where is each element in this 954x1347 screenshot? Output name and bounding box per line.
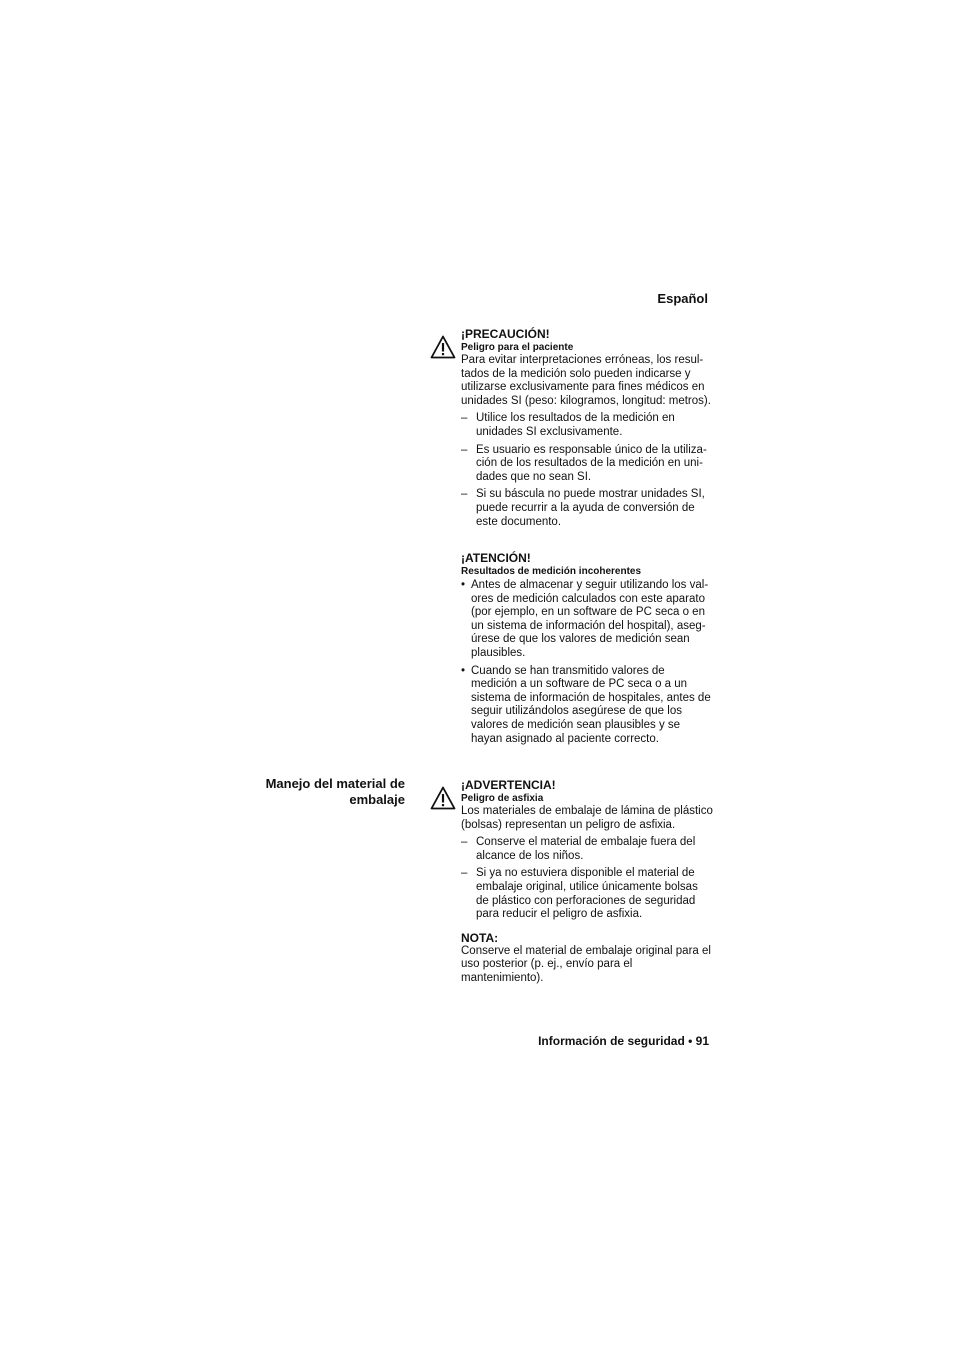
warning-body: Los materiales de embalaje de lámina de plástico (bolsas) representan un peligro de asfixia. bbox=[461, 805, 713, 831]
attention-title: ¡ATENCIÓN! bbox=[461, 551, 531, 565]
warning-triangle-icon bbox=[430, 786, 456, 810]
packaging-list bbox=[461, 836, 713, 922]
caution-subtitle: Peligro para el paciente bbox=[461, 342, 574, 353]
list-item: – Si su báscula no puede mostrar unidades SI, puede recurrir a la ayuda de conversión de este documento. bbox=[461, 488, 713, 529]
caution-list bbox=[461, 412, 713, 529]
list-item: – Conserve el material de embalaje fuera del alcance de los niños. bbox=[461, 836, 713, 863]
list-item: – Utilice los resultados de la medición en unidades SI exclusivamente. bbox=[461, 412, 713, 439]
list-item: – Es usuario es responsable único de la utiliza-ción de los resultados de la medición en uni-dades que no sean SI. bbox=[461, 444, 713, 485]
list-item: – Si ya no estuviera disponible el material de embalaje original, utilice únicamente bolsas de plástico con perforaciones de seguridad para reducir el peligro de asfixia. bbox=[461, 867, 713, 921]
section-heading: Manejo del material de embalaje bbox=[265, 776, 405, 807]
attention-list bbox=[461, 579, 713, 746]
list-item: • Antes de almacenar y seguir utilizando los val-ores de medición calculados con este aparato (por ejemplo, en un software de PC seca o en un sistema de información del hospital), aseg-úrese de que los valores de medición sean plausibles. bbox=[461, 579, 713, 661]
list-item: • Cuando se han transmitido valores de medición a un software de PC seca o a un sistema de información de hospitales, antes de seguir utilizándolos asegúrese de que los valores de medición sean plausibles y se hayan asignado al paciente correcto. bbox=[461, 665, 713, 747]
warning-subtitle: Peligro de asfixia bbox=[461, 793, 544, 804]
page-footer: Información de seguridad • 91 bbox=[538, 1034, 709, 1048]
language-label: Español bbox=[657, 291, 708, 306]
warning-triangle-icon bbox=[430, 335, 456, 359]
packaging-warning-block bbox=[461, 778, 713, 986]
note-title: NOTA: bbox=[461, 930, 499, 945]
caution-body: Para evitar interpretaciones erróneas, los resul-tados de la medición solo pueden indicarse y utilizarse exclusivamente para fines médicos en unidades SI (peso: kilogramos, longitud: metros). bbox=[461, 354, 711, 407]
note-body: Conserve el material de embalaje original para el uso posterior (p. ej., envío para el mantenimiento). bbox=[461, 944, 711, 984]
caution-title: ¡PRECAUCIÓN! bbox=[461, 327, 550, 341]
attention-block bbox=[461, 551, 713, 750]
attention-subtitle: Resultados de medición incoherentes bbox=[461, 566, 642, 577]
warning-title: ¡ADVERTENCIA! bbox=[461, 778, 556, 792]
caution-block bbox=[461, 327, 713, 533]
